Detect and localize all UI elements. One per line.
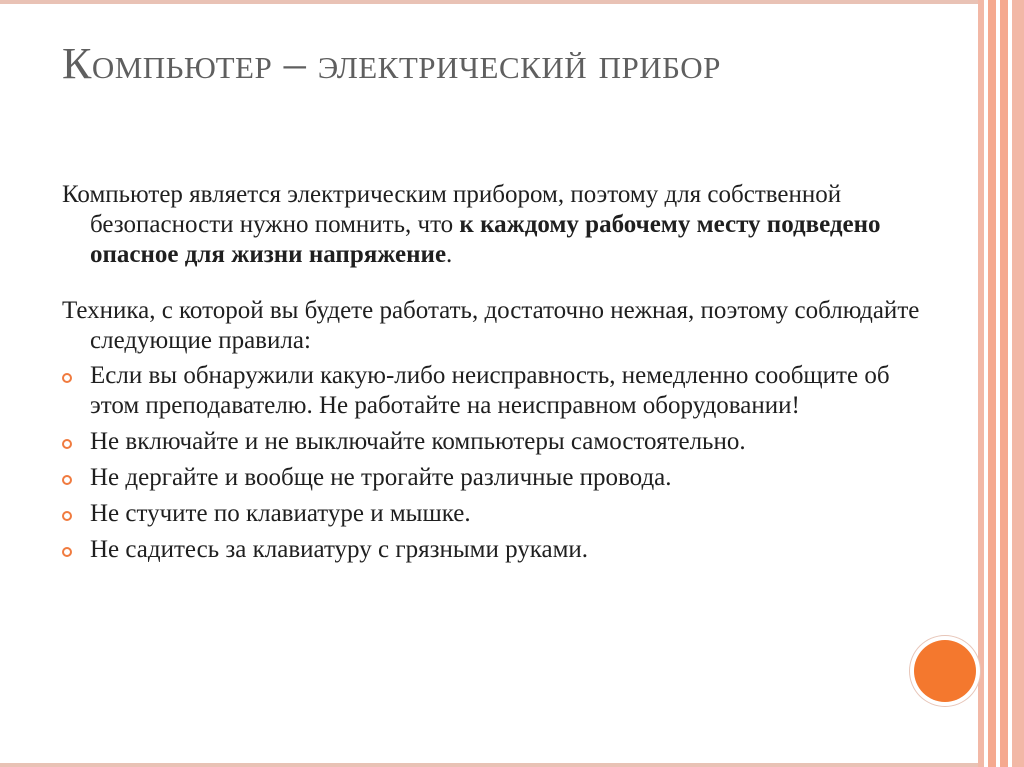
slide-body <box>62 180 922 571</box>
list-item <box>62 361 922 421</box>
list-item-text: Если вы обнаружили какую-либо неисправность, немедленно сообщите об этом преподавателю. Не работайте на неисправном оборудовании! <box>90 362 890 419</box>
frame-bottom-border <box>0 763 978 767</box>
bullet-circle-icon <box>62 547 72 557</box>
paragraph-intro-end: . <box>446 241 453 268</box>
decorative-stripe <box>988 0 996 767</box>
paragraph-intro-bold: к каждому рабочему месту подведено опасное для жизни напряжение <box>90 211 881 268</box>
list-item-text: Не включайте и не выключайте компьютеры самостоятельно. <box>90 428 746 455</box>
paragraph-intro <box>62 180 922 270</box>
slide-title: Компьютер – электрический прибор <box>62 39 721 88</box>
list-item <box>62 427 922 457</box>
paragraph-rules-intro: Техника, с которой вы будете работать, достаточно нежная, поэтому соблюдайте следующие правила: <box>62 297 920 354</box>
bullet-circle-icon <box>62 439 72 449</box>
list-item <box>62 499 922 529</box>
list-item <box>62 535 922 565</box>
bullet-circle-icon <box>62 475 72 485</box>
paragraph-intro-text: Компьютер является электрическим прибором, поэтому для собственной безопасности нужно помнить, что <box>62 181 842 238</box>
list-item-text: Не стучите по клавиатуре и мышке. <box>90 500 471 527</box>
frame-top-border <box>0 0 978 4</box>
decorative-stripe <box>1012 0 1024 767</box>
list-item-text: Не садитесь за клавиатуру с грязными руками. <box>90 536 589 563</box>
rules-list <box>62 361 922 565</box>
decorative-stripe <box>1000 0 1008 767</box>
bullet-circle-icon <box>62 511 72 521</box>
bullet-circle-icon <box>62 373 72 383</box>
list-item-text: Не дергайте и вообще не трогайте различные провода. <box>90 464 672 491</box>
decorative-circle-icon <box>914 640 976 702</box>
list-item <box>62 463 922 493</box>
